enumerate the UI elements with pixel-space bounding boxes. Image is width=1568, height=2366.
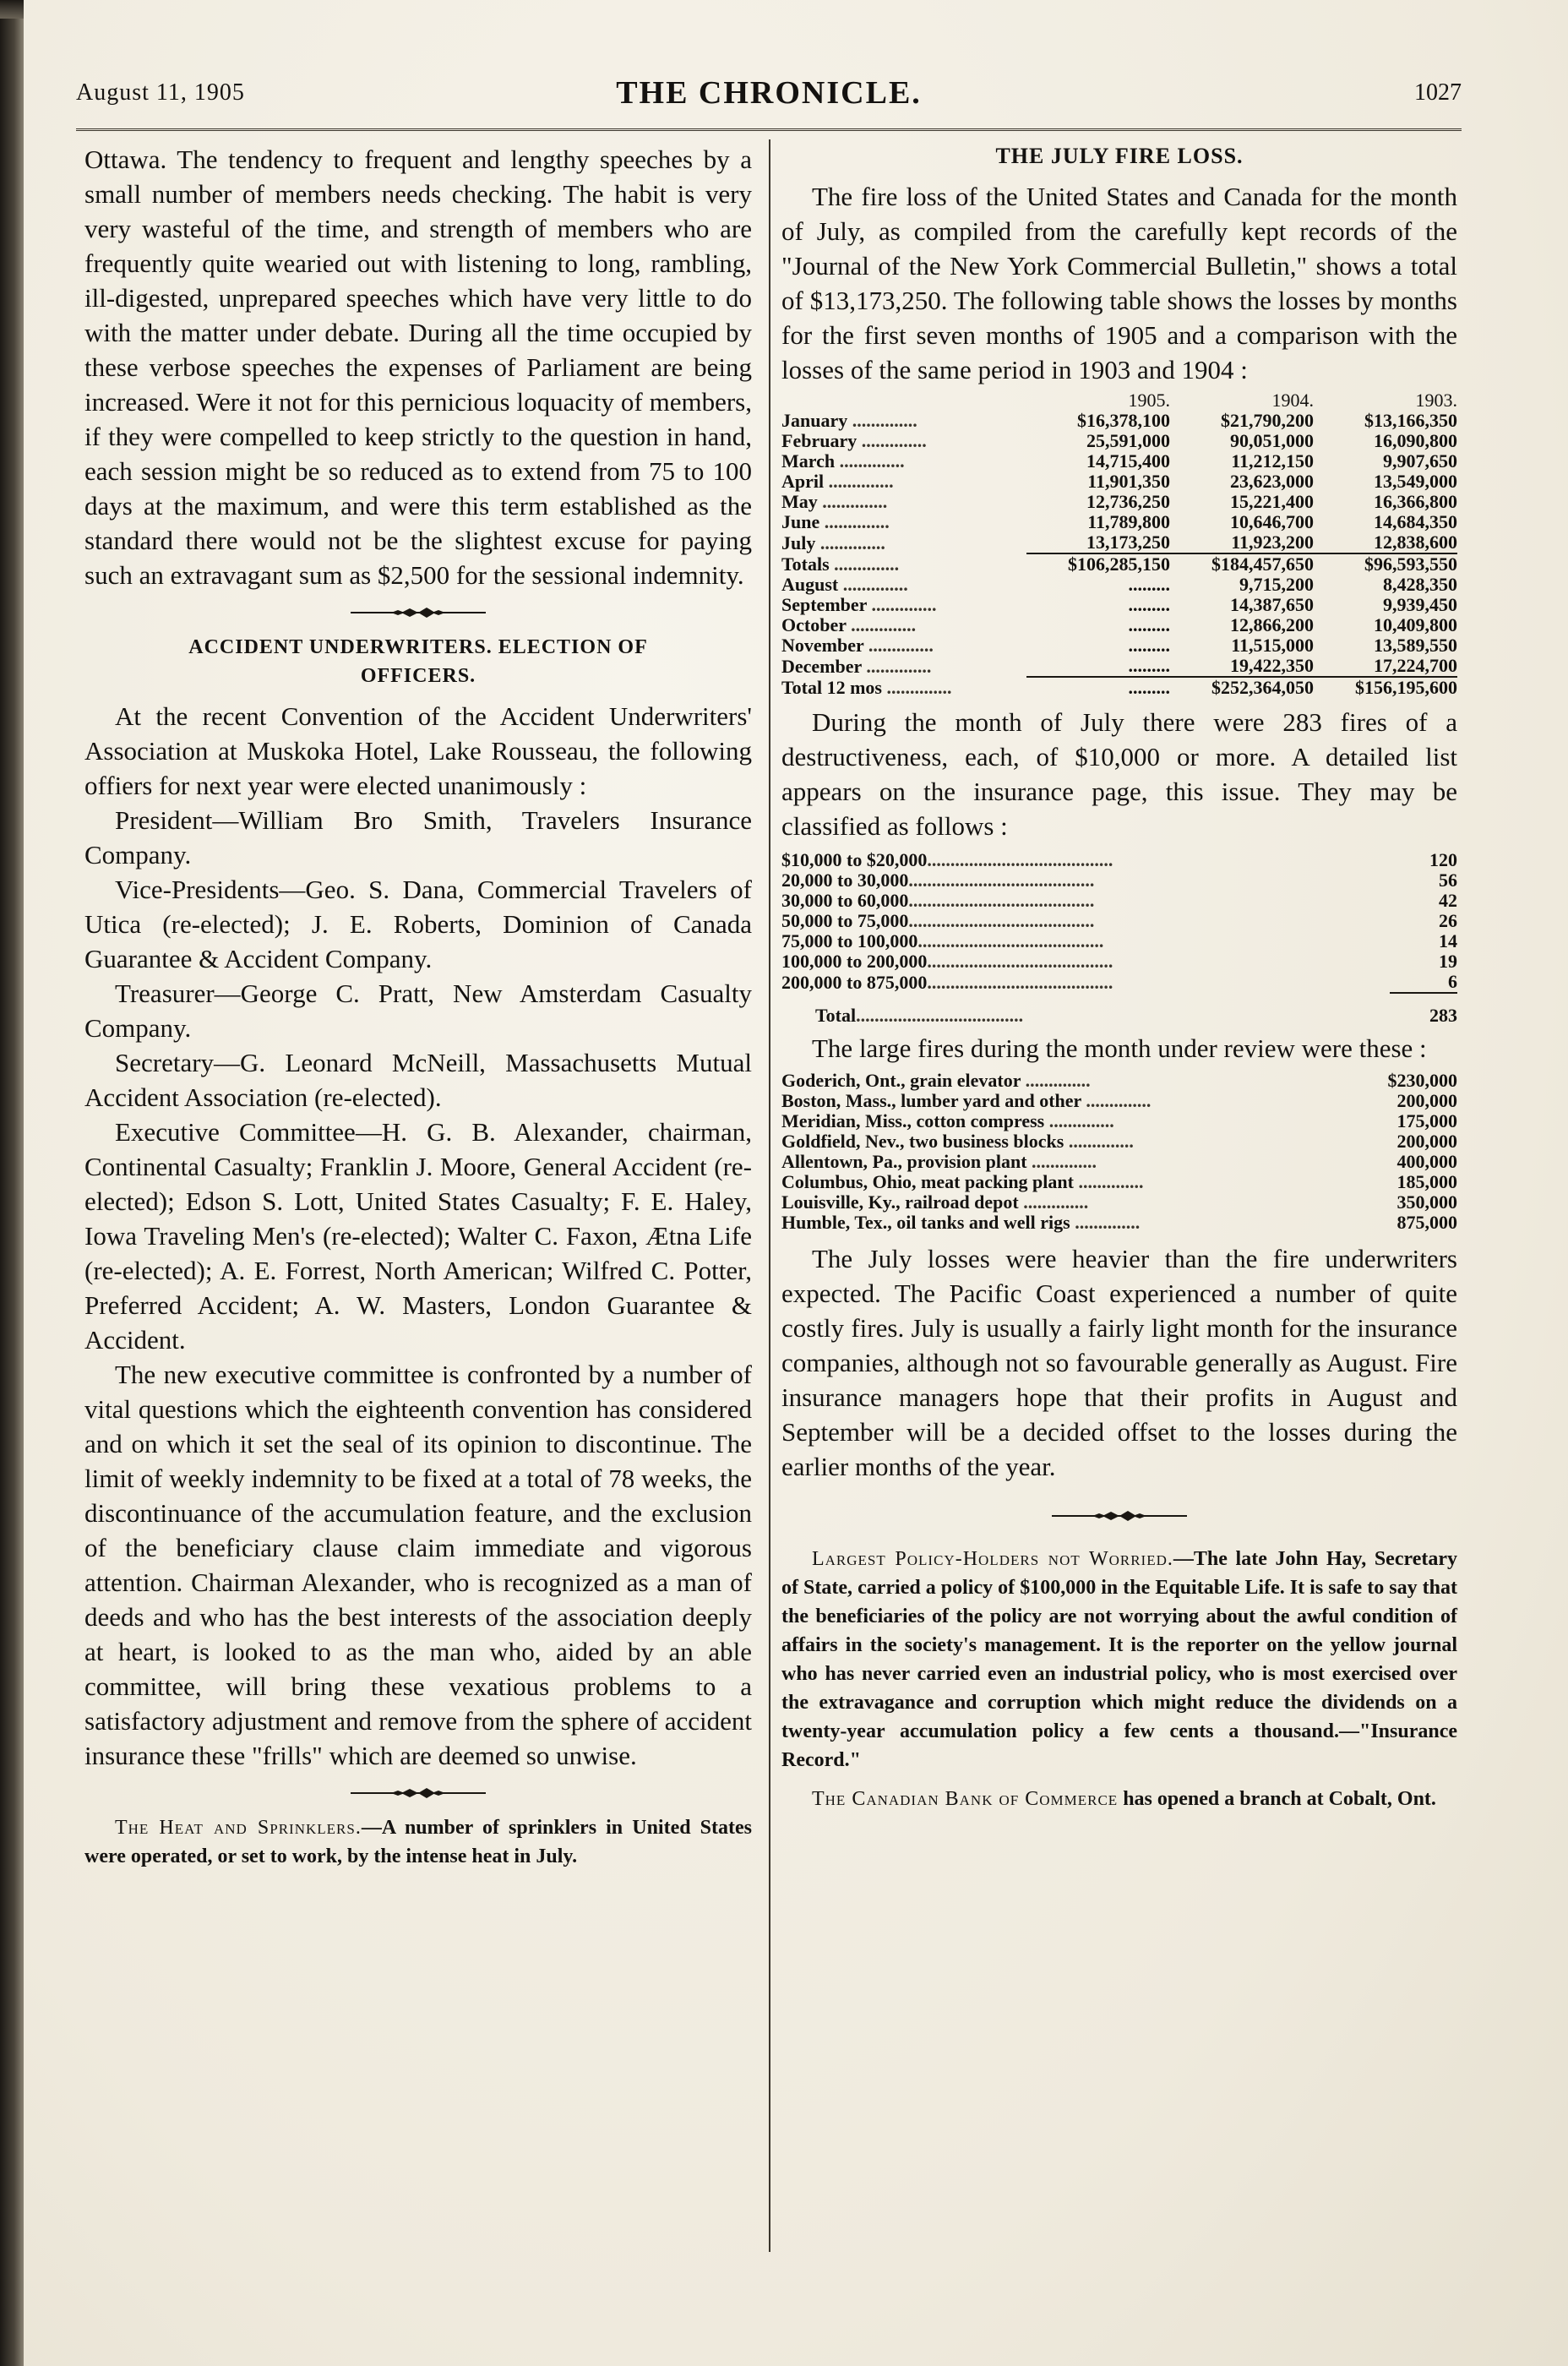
fire-amount: 875,000 xyxy=(1396,1212,1457,1233)
officer-executive-committee: Executive Committee—H. G. B. Alexander, chairman, Continental Casualty; Franklin J. Moore, General Accident (re-elected); Edson S. Lott, United States Casualty; F. E. Haley, Iowa Traveling Men's (re-elected); Walter C. Faxon, Ætna Life (re-elected); A. E. Forrest, North American; Wilfred C. Potter, Preferred Accident; A. W. Masters, London Guarantee & Accident. xyxy=(84,1117,752,1355)
range-cell xyxy=(781,850,1390,870)
row-label: Totals xyxy=(781,553,830,575)
fire-place: Meridian, Miss., cotton compress xyxy=(781,1110,1045,1131)
column-rule xyxy=(769,139,770,2252)
row-label: January xyxy=(781,410,848,431)
leader-dots: .................................... xyxy=(856,1004,1024,1026)
range-cell xyxy=(781,972,1390,993)
leader-dots: ........................................ xyxy=(927,849,1113,870)
table-row xyxy=(781,431,1457,451)
loss-value: 11,212,150 xyxy=(1231,450,1314,472)
loss-value: 11,789,800 xyxy=(1087,511,1170,532)
loss-value: ......... xyxy=(1026,677,1170,698)
fire-classification-table xyxy=(781,850,1457,1026)
leader-dots: ........................................ xyxy=(908,890,1095,911)
fire-amount: 175,000 xyxy=(1396,1110,1457,1131)
leader-dots: .............. xyxy=(861,655,932,677)
range-cell xyxy=(781,951,1390,972)
large-fire-row xyxy=(781,1172,1457,1192)
leader-dots: ........................................ xyxy=(927,971,1113,993)
policy-holders-item xyxy=(781,1545,1457,1774)
fire-place-cell xyxy=(781,1192,1356,1213)
accident-intro: At the recent Convention of the Accident Underwriters' Association at Muskoka Hotel, Lake Rousseau, the following offiers for next year were elected unanimously : xyxy=(84,701,752,800)
year-header: 1905. xyxy=(1128,390,1170,411)
leader-dots: ........................................ xyxy=(908,870,1095,891)
officer-president: President—William Bro Smith, Travelers Insurance Company. xyxy=(84,805,752,870)
year-header: 1904. xyxy=(1271,390,1314,411)
committee-paragraph: The new executive committee is confronted by a number of vital questions which the eighteenth convention has considered and on which it set the seal of its opinion to discontinue. The limit of weekly indemnity to be fixed at a total of 78 weeks, the discontinuance of the accumulation feature, and the exclusion of the beneficiary clause claim immediate and vigorous attention. Chairman Alexander, who is recognized as a man of deeds and who has the best interests of the association deeply at heart, is looked to as the man who, aided by an able committee, will bring these vexatious problems to a satisfactory adjustment and remove from the sphere of accident insurance these "frills" which are deemed so unwise. xyxy=(84,1360,752,1770)
fire-place: Goldfield, Nev., two business blocks xyxy=(781,1131,1064,1152)
leader-dots: .............. xyxy=(881,676,952,698)
loss-value: 17,224,700 xyxy=(1374,655,1457,676)
loss-value: 12,838,600 xyxy=(1374,532,1457,553)
loss-value: 14,387,650 xyxy=(1230,594,1314,615)
bank-commerce-text: has opened a branch at Cobalt, Ont. xyxy=(1118,1788,1436,1810)
month-label xyxy=(781,677,1026,698)
issue-date: August 11, 1905 xyxy=(76,79,245,106)
fire-place: Allentown, Pa., provision plant xyxy=(781,1151,1027,1172)
fire-amount: 185,000 xyxy=(1396,1171,1457,1192)
count-cell: 56 xyxy=(1439,870,1457,891)
leader-dots: .............. xyxy=(1070,1212,1141,1233)
loss-value: 13,549,000 xyxy=(1374,471,1457,492)
fire-amount: 350,000 xyxy=(1396,1191,1457,1213)
large-fires-intro: The large fires during the month under review were these : xyxy=(812,1033,1427,1063)
row-label: Total 12 mos xyxy=(781,676,882,698)
fire-amount: 400,000 xyxy=(1396,1151,1457,1172)
fire-place: Louisville, Ky., railroad depot xyxy=(781,1191,1019,1213)
loss-value: 16,366,800 xyxy=(1374,491,1457,512)
totals-row xyxy=(781,553,1457,575)
range-cell xyxy=(781,870,1390,891)
month-label xyxy=(781,532,1026,553)
month-label xyxy=(781,635,1026,656)
classification-row xyxy=(781,870,1457,891)
month-label xyxy=(781,431,1026,451)
classification-total-row xyxy=(781,993,1457,1026)
loss-value: 12,736,250 xyxy=(1086,491,1170,512)
leader-dots: .............. xyxy=(829,553,900,575)
fire-place-cell xyxy=(781,1131,1356,1152)
leader-dots: .............. xyxy=(847,410,917,431)
right-column xyxy=(781,142,1457,1813)
heat-sprinklers-title: The Heat and Sprinklers. xyxy=(115,1817,362,1839)
month-label xyxy=(781,492,1026,512)
fire-amount: 200,000 xyxy=(1396,1090,1457,1111)
leader-dots: .............. xyxy=(1026,1151,1097,1172)
row-label: August xyxy=(781,574,839,595)
count-cell: 42 xyxy=(1439,890,1457,911)
month-label xyxy=(781,411,1026,431)
table-header-row xyxy=(781,390,1457,411)
fire-amount: $230,000 xyxy=(1387,1070,1457,1091)
fire-place: Columbus, Ohio, meat packing plant xyxy=(781,1171,1074,1192)
row-label: October xyxy=(781,614,847,635)
bank-commerce-title: The Canadian Bank of Commerce xyxy=(812,1788,1119,1810)
leader-dots: .............. xyxy=(857,430,927,451)
row-label: April xyxy=(781,471,825,492)
month-label xyxy=(781,512,1026,532)
leader-dots: .............. xyxy=(838,574,908,595)
table-row xyxy=(781,575,1457,595)
table-row xyxy=(781,512,1457,532)
loss-value: $13,166,350 xyxy=(1364,410,1457,431)
heat-sprinklers-item xyxy=(84,1813,752,1871)
year-header: 1903. xyxy=(1415,390,1457,411)
leader-dots: .............. xyxy=(819,511,890,532)
row-label: November xyxy=(781,635,864,656)
fire-loss-heading: THE JULY FIRE LOSS. xyxy=(995,144,1244,168)
count-cell: 120 xyxy=(1429,849,1457,870)
loss-value: 19,422,350 xyxy=(1230,655,1314,676)
range-label: 100,000 to 200,000 xyxy=(781,951,928,972)
month-label xyxy=(781,472,1026,492)
row-label: July xyxy=(781,532,816,553)
month-label xyxy=(781,595,1026,615)
total-12-months-row xyxy=(781,677,1457,698)
leader-dots: .............. xyxy=(867,594,937,615)
row-label: September xyxy=(781,594,868,615)
range-label: $10,000 to $20,000 xyxy=(781,849,928,870)
ornament-divider-icon xyxy=(351,1786,486,1800)
loss-value: $96,593,550 xyxy=(1314,553,1457,575)
month-label xyxy=(781,451,1026,472)
classification-intro: During the month of July there were 283 fires of a destructiveness, each, of $10,000 or more. A detailed list appears on the insurance page, this issue. They may be classified as follows : xyxy=(781,707,1457,841)
row-label: May xyxy=(781,491,818,512)
loss-value: 14,715,400 xyxy=(1086,450,1170,472)
range-cell xyxy=(781,911,1390,931)
range-label: 30,000 to 60,000 xyxy=(781,890,909,911)
loss-value: ......... xyxy=(1128,635,1170,656)
loss-value: 13,589,550 xyxy=(1374,635,1457,656)
count-cell: 14 xyxy=(1439,930,1457,951)
loss-value: 11,515,000 xyxy=(1231,635,1314,656)
total-label: Total xyxy=(815,1004,857,1026)
loss-value: ......... xyxy=(1128,574,1170,595)
large-fire-row xyxy=(781,1091,1457,1111)
leader-dots: .............. xyxy=(846,614,917,635)
july-losses-paragraph: The July losses were heavier than the fire underwriters expected. The Pacific Coast experienced a number of quite costly fires. July is usually a fairly light month for the insurance companies, although not so favourable generally as August. Fire insurance managers hope that their profits in August and September will be a decided offset to the losses during the earlier months of the year. xyxy=(781,1244,1457,1481)
loss-value: ......... xyxy=(1128,655,1170,676)
leader-dots: .............. xyxy=(815,532,885,553)
leader-dots: .............. xyxy=(1081,1090,1152,1111)
range-label: 20,000 to 30,000 xyxy=(781,870,909,891)
loss-value: $156,195,600 xyxy=(1314,677,1457,698)
officer-treasurer: Treasurer—George C. Pratt, New Amsterdam Casualty Company. xyxy=(84,979,752,1043)
table-row xyxy=(781,615,1457,635)
leader-dots: ........................................ xyxy=(917,930,1104,951)
loss-value: 13,173,250 xyxy=(1086,532,1170,553)
range-cell xyxy=(781,931,1390,951)
fire-place-cell xyxy=(781,1172,1356,1192)
leader-dots: .............. xyxy=(1044,1110,1114,1131)
officer-secretary: Secretary—G. Leonard McNeill, Massachusetts Mutual Accident Association (re-elected). xyxy=(84,1048,752,1112)
loss-value: 11,901,350 xyxy=(1087,471,1170,492)
page-binding-edge xyxy=(0,0,24,2366)
loss-value: $184,457,650 xyxy=(1170,553,1314,575)
officer-vice-presidents: Vice-Presidents—Geo. S. Dana, Commercial Travelers of Utica (re-elected); J. E. Roberts, Dominion of Canada Guarantee & Accident Company. xyxy=(84,875,752,973)
ornament-divider-icon xyxy=(351,606,486,619)
accident-heading-line-1: ACCIDENT UNDERWRITERS. ELECTION OF xyxy=(188,636,648,658)
large-fire-row xyxy=(781,1071,1457,1091)
table-row xyxy=(781,532,1457,553)
table-row xyxy=(781,472,1457,492)
table-row xyxy=(781,635,1457,656)
table-row xyxy=(781,492,1457,512)
classification-row xyxy=(781,911,1457,931)
header-rule xyxy=(76,128,1462,131)
leader-dots: .............. xyxy=(824,471,894,492)
policy-holders-text: —The late John Hay, Secretary of State, carried a policy of $100,000 in the Equitable Life. It is safe to say that the beneficiaries of the policy are not worrying about the awful condition of affairs in the society's management. It is the reporter on the yellow journal who has never carried even an industrial policy, who is most exercised over the extravagance and corruption which might reduce the dividends on a twenty-year accumulation policy a few cents a thousand.—"Insurance Record." xyxy=(781,1548,1458,1771)
fire-place-cell xyxy=(781,1071,1356,1091)
loss-value: $252,364,050 xyxy=(1170,677,1314,698)
classification-row xyxy=(781,891,1457,911)
classification-row xyxy=(781,931,1457,951)
fire-place: Boston, Mass., lumber yard and other xyxy=(781,1090,1081,1111)
range-label: 200,000 to 875,000 xyxy=(781,971,928,993)
fire-place-cell xyxy=(781,1091,1356,1111)
loss-value: 14,684,350 xyxy=(1374,511,1457,532)
publication-title: THE CHRONICLE. xyxy=(616,75,922,111)
parliament-paragraph: Ottawa. The tendency to frequent and lengthy speeches by a small number of members needs checking. The habit is very very wasteful of the time, and strength of members who are frequently quite wearied out with listening to long, rambling, ill-digested, unprepared speeches which have very little to do with the matter under debate. During all the time occupied by these verbose speeches the expenses of Parliament are being increased. Were it not for this pernicious loquacity of members, if they were compelled to keep strictly to the question in hand, each session might be so reduced as to extend from 75 to 100 days at the maximum, and were this term established as the standard there would not be the slightest excuse for paying such an extravagant sum as $2,500 for the sessional indemnity. xyxy=(84,144,752,590)
loss-value: 25,591,000 xyxy=(1086,430,1170,451)
count-cell: 26 xyxy=(1439,910,1457,931)
row-label: June xyxy=(781,511,820,532)
loss-value: 11,923,200 xyxy=(1231,532,1314,553)
leader-dots: ........................................ xyxy=(908,910,1095,931)
loss-value: 10,646,700 xyxy=(1230,511,1314,532)
table-row xyxy=(781,656,1457,677)
month-label xyxy=(781,615,1026,635)
loss-value: $21,790,200 xyxy=(1221,410,1314,431)
loss-value: ......... xyxy=(1128,614,1170,635)
heat-sprinklers-text: —A number of sprinklers in United States were operated, or set to work, by the intense heat in July. xyxy=(84,1817,752,1867)
loss-value: ......... xyxy=(1128,594,1170,615)
loss-value: 90,051,000 xyxy=(1230,430,1314,451)
leader-dots: ........................................ xyxy=(927,951,1113,972)
row-label: February xyxy=(781,430,858,451)
table-row xyxy=(781,595,1457,615)
table-row xyxy=(781,451,1457,472)
row-label: December xyxy=(781,655,862,677)
leader-dots: .............. xyxy=(835,450,905,472)
loss-value: $16,378,100 xyxy=(1077,410,1170,431)
loss-value: 12,866,200 xyxy=(1230,614,1314,635)
fire-place: Goderich, Ont., grain elevator xyxy=(781,1070,1021,1091)
loss-value: 16,090,800 xyxy=(1374,430,1457,451)
ornament-divider-icon xyxy=(1052,1509,1187,1523)
policy-holders-title: Largest Policy-Holders not Worried. xyxy=(812,1548,1173,1570)
loss-value: 8,428,350 xyxy=(1383,574,1457,595)
total-count: 283 xyxy=(1390,993,1457,1026)
fire-amount: 200,000 xyxy=(1396,1131,1457,1152)
classification-row xyxy=(781,951,1457,972)
large-fire-row xyxy=(781,1111,1457,1131)
large-fires-table xyxy=(781,1071,1457,1233)
fire-place: Humble, Tex., oil tanks and well rigs xyxy=(781,1212,1070,1233)
loss-value: 23,623,000 xyxy=(1230,471,1314,492)
table-corner xyxy=(781,390,1026,411)
table-row xyxy=(781,411,1457,431)
range-label: 75,000 to 100,000 xyxy=(781,930,918,951)
leader-dots: .............. xyxy=(863,635,934,656)
loss-value: $106,285,150 xyxy=(1026,553,1170,575)
fire-loss-intro: The fire loss of the United States and Canada for the month of July, as compiled from the carefully kept records of the "Journal of the New York Commercial Bulletin," shows a total of $13,173,250. The following table shows the losses by months for the first seven months of 1905 and a comparison with the losses of the same period in 1903 and 1904 : xyxy=(781,182,1457,384)
loss-value: 10,409,800 xyxy=(1374,614,1457,635)
loss-value: 9,907,650 xyxy=(1383,450,1457,472)
range-cell xyxy=(781,891,1390,911)
range-label: 50,000 to 75,000 xyxy=(781,910,909,931)
leader-dots: .............. xyxy=(1018,1191,1089,1213)
fire-place-cell xyxy=(781,1111,1356,1131)
classification-row xyxy=(781,972,1457,993)
large-fire-row xyxy=(781,1192,1457,1213)
loss-value: 9,939,450 xyxy=(1383,594,1457,615)
leader-dots: .............. xyxy=(817,491,888,512)
classification-row xyxy=(781,850,1457,870)
total-cell xyxy=(781,993,1390,1026)
loss-value: 15,221,400 xyxy=(1230,491,1314,512)
loss-value: 9,715,200 xyxy=(1239,574,1314,595)
count-cell: 19 xyxy=(1439,951,1457,972)
large-fire-row xyxy=(781,1131,1457,1152)
large-fire-row xyxy=(781,1213,1457,1233)
leader-dots: .............. xyxy=(1021,1070,1091,1091)
page-number: 1027 xyxy=(1414,79,1462,106)
page-header xyxy=(76,71,1462,122)
month-label xyxy=(781,575,1026,595)
fire-loss-table xyxy=(781,390,1457,698)
month-label xyxy=(781,553,1026,575)
accident-heading-line-2: OFFICERS. xyxy=(360,665,476,687)
leader-dots: .............. xyxy=(1073,1171,1144,1192)
fire-place-cell xyxy=(781,1213,1356,1233)
month-label xyxy=(781,656,1026,677)
row-label: March xyxy=(781,450,836,472)
left-column xyxy=(84,142,752,1871)
fire-place-cell xyxy=(781,1152,1356,1172)
leader-dots: .............. xyxy=(1064,1131,1134,1152)
bank-commerce-item xyxy=(781,1785,1457,1813)
count-cell: 6 xyxy=(1448,971,1457,992)
large-fire-row xyxy=(781,1152,1457,1172)
